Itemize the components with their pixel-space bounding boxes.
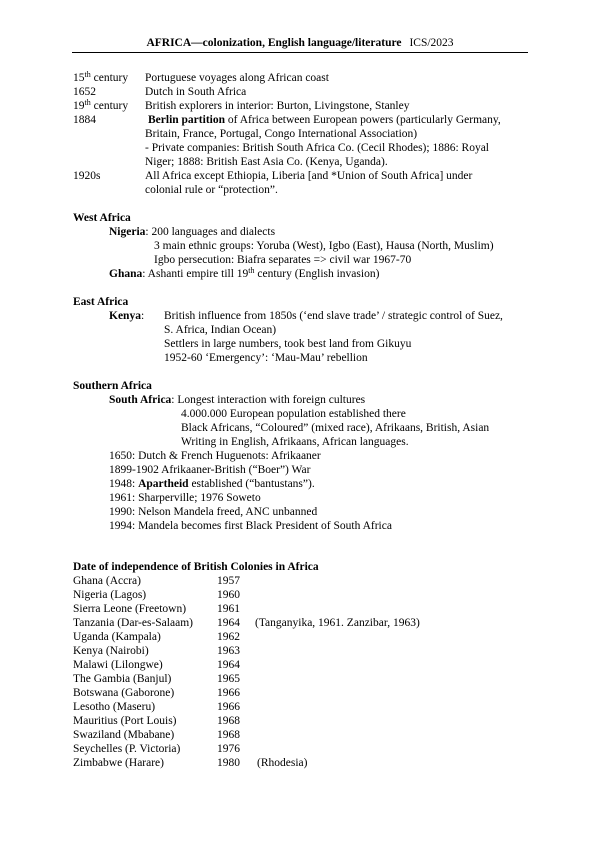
timeline-text: Niger; 1888: British East Asia Co. (Kenya, Uganda). bbox=[145, 156, 388, 168]
timeline-year: 15th century bbox=[73, 70, 129, 84]
south-africa-detail: 4.000.000 European population established there bbox=[181, 408, 406, 420]
independence-heading: Date of independence of British Colonies in Africa bbox=[73, 561, 319, 573]
page-header bbox=[0, 37, 600, 49]
table-row-country: Mauritius (Port Louis) bbox=[73, 715, 177, 727]
table-row-country: Sierra Leone (Freetown) bbox=[73, 603, 187, 615]
table-row-country: Swaziland (Mbabane) bbox=[73, 729, 175, 741]
table-row-year: 1960 bbox=[217, 589, 240, 601]
timeline-year: 1920s bbox=[73, 170, 101, 182]
timeline-year: 1652 bbox=[73, 86, 96, 98]
table-row-year: 1961 bbox=[217, 603, 240, 615]
table-row-note: (Tanganyika, 1961. Zanzibar, 1963) bbox=[255, 617, 420, 629]
section-heading: Southern Africa bbox=[73, 380, 152, 392]
table-row-year: 1964 bbox=[217, 659, 240, 671]
table-row-country: The Gambia (Banjul) bbox=[73, 673, 172, 685]
table-row-country: Nigeria (Lagos) bbox=[73, 589, 147, 601]
timeline-text: Britain, France, Portugal, Congo International Association) bbox=[145, 128, 418, 140]
timeline-text: Portuguese voyages along African coast bbox=[145, 72, 329, 84]
timeline-text: - Private companies: British South Africa Co. (Cecil Rhodes); 1886: Royal bbox=[145, 142, 489, 154]
timeline-text: Berlin partition of Africa between European powers (particularly Germany, bbox=[148, 114, 501, 126]
table-row-year: 1964 bbox=[217, 617, 240, 629]
sa-event: 1650: Dutch & French Huguenots: Afrikaaner bbox=[109, 450, 321, 462]
table-row-country: Tanzania (Dar-es-Salaam) bbox=[73, 617, 193, 629]
timeline-text: All Africa except Ethiopia, Liberia [and *Union of South Africa] under bbox=[145, 170, 473, 182]
section-heading: East Africa bbox=[73, 296, 129, 308]
table-row-country: Lesotho (Maseru) bbox=[73, 701, 156, 713]
timeline-text: Dutch in South Africa bbox=[145, 86, 247, 98]
sa-event: 1899-1902 Afrikaaner-British (“Boer”) War bbox=[109, 464, 311, 476]
kenya-detail: British influence from 1850s (‘end slave trade’ / strategic control of Suez, bbox=[164, 310, 503, 322]
kenya-detail: 1952-60 ‘Emergency’: ‘Mau-Mau’ rebellion bbox=[164, 352, 368, 364]
sa-event: 1994: Mandela becomes first Black President of South Africa bbox=[109, 520, 392, 532]
table-row-year: 1976 bbox=[217, 743, 240, 755]
table-row-year: 1957 bbox=[217, 575, 240, 587]
south-africa-detail: Writing in English, Afrikaans, African languages. bbox=[181, 436, 409, 448]
south-africa-detail: Black Africans, “Coloured” (mixed race), Afrikaans, British, Asian bbox=[181, 422, 490, 434]
header-code: ICS/2023 bbox=[409, 37, 454, 49]
table-row-year: 1963 bbox=[217, 645, 240, 657]
south-africa-line: South Africa: Longest interaction with foreign cultures bbox=[109, 394, 366, 406]
table-row-country: Zimbabwe (Harare) bbox=[73, 757, 164, 769]
table-row-year: 1965 bbox=[217, 673, 240, 685]
timeline-text: colonial rule or “protection”. bbox=[145, 184, 278, 196]
timeline-year: 19th century bbox=[73, 98, 129, 112]
table-row-country: Ghana (Accra) bbox=[73, 575, 141, 587]
table-row-note: (Rhodesia) bbox=[257, 757, 308, 769]
table-row-country: Malawi (Lilongwe) bbox=[73, 659, 163, 671]
table-row-year: 1966 bbox=[217, 687, 240, 699]
sa-event: 1948: Apartheid established (“bantustans”). bbox=[109, 478, 315, 490]
table-row-country: Seychelles (P. Victoria) bbox=[73, 743, 181, 755]
section-heading: West Africa bbox=[73, 212, 131, 224]
header-rule bbox=[72, 52, 528, 53]
ghana-line: Ghana: Ashanti empire till 19th century (English invasion) bbox=[109, 266, 380, 280]
table-row-year: 1968 bbox=[217, 715, 240, 727]
table-row-year: 1980 bbox=[217, 757, 240, 769]
nigeria-detail: 3 main ethnic groups: Yoruba (West), Igbo (East), Hausa (North, Muslim) bbox=[154, 240, 494, 252]
table-row-country: Botswana (Gaborone) bbox=[73, 687, 175, 699]
table-row-country: Kenya (Nairobi) bbox=[73, 645, 149, 657]
table-row-year: 1966 bbox=[217, 701, 240, 713]
table-row-year: 1962 bbox=[217, 631, 240, 643]
timeline-text: British explorers in interior: Burton, Livingstone, Stanley bbox=[145, 100, 410, 112]
kenya-detail: S. Africa, Indian Ocean) bbox=[164, 324, 277, 336]
kenya-detail: Settlers in large numbers, took best land from Gikuyu bbox=[164, 338, 412, 350]
kenya-label: Kenya: bbox=[109, 310, 145, 322]
header-title: AFRICA—colonization, English language/literature bbox=[146, 37, 402, 49]
table-row-country: Uganda (Kampala) bbox=[73, 631, 161, 643]
nigeria-detail: Igbo persecution: Biafra separates => civil war 1967-70 bbox=[154, 254, 412, 266]
sa-event: 1990: Nelson Mandela freed, ANC unbanned bbox=[109, 506, 318, 518]
nigeria-line: Nigeria: 200 languages and dialects bbox=[109, 226, 276, 238]
timeline-year: 1884 bbox=[73, 114, 96, 126]
sa-event: 1961: Sharperville; 1976 Soweto bbox=[109, 492, 261, 504]
table-row-year: 1968 bbox=[217, 729, 240, 741]
